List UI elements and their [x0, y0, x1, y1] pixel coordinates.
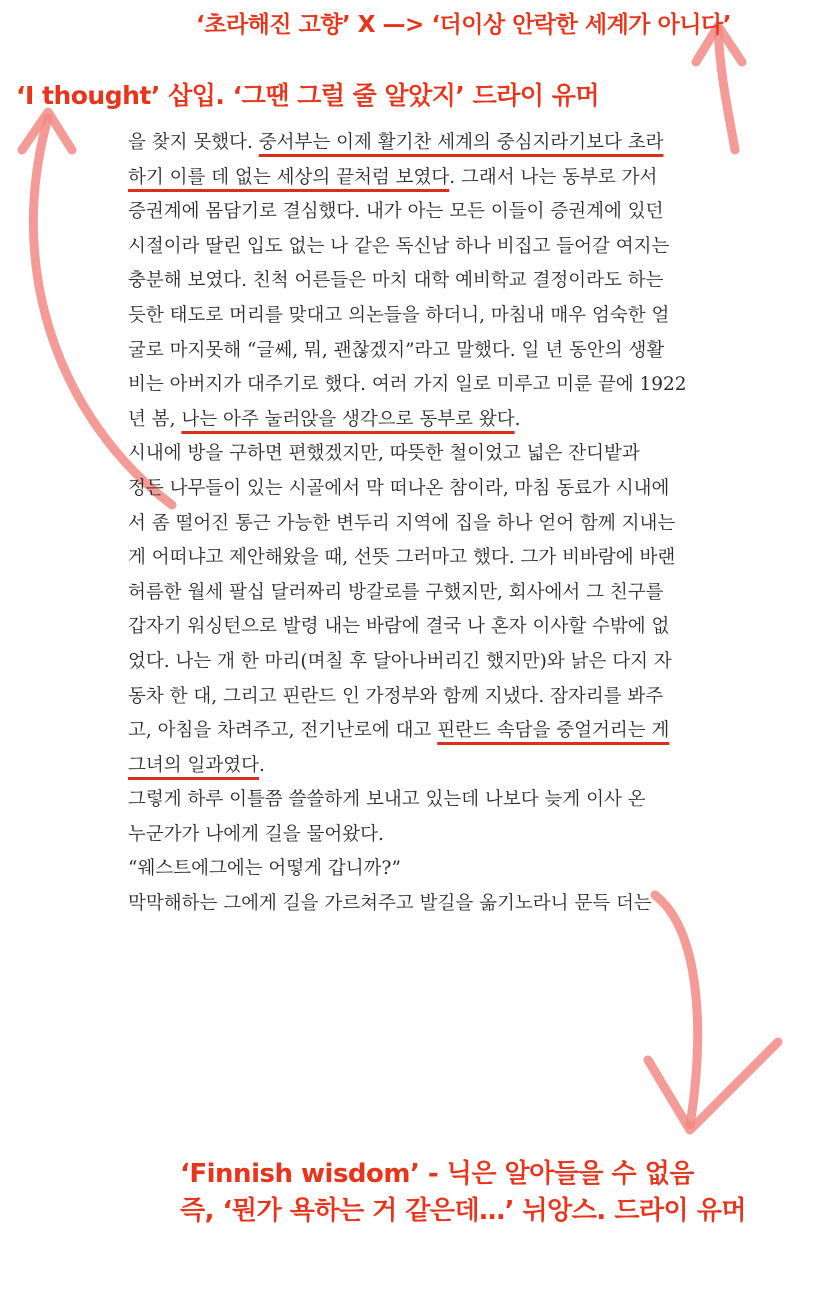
underlined-text: 그녀의 일과였다: [128, 754, 259, 776]
annotation-bottom-1: ‘Finnish wisdom’ - 닉은 알아들을 수 없음: [180, 1159, 694, 1189]
text-line: [128, 161, 744, 196]
arrowhead-left: [22, 112, 72, 150]
text-line: 그렇게 하루 이틀쯤 쓸쓸하게 보내고 있는데 나보다 늦게 이사 온: [128, 789, 646, 811]
text-line: [128, 126, 744, 161]
text-line: [128, 403, 744, 438]
arrow-down-right: [655, 895, 698, 1125]
text-line: 듯한 태도로 머리를 맞대고 의논들을 하더니, 마침내 매우 엄숙한 얼: [128, 304, 670, 326]
text-line: 시내에 방을 구하면 편했겠지만, 따뜻한 철이었고 넓은 잔디밭과: [128, 443, 640, 465]
text-line: 서 좀 떨어진 통근 가능한 변두리 지역에 집을 하나 얻어 함께 지내는: [128, 512, 676, 534]
text-span: 년 봄,: [128, 408, 182, 430]
arrowhead-down: [648, 1042, 778, 1130]
text-span: .: [258, 754, 265, 776]
text-line: 시절이라 딸린 입도 없는 나 같은 독신남 하나 비집고 들어갈 여지는: [128, 235, 670, 257]
text-span: .: [514, 408, 521, 430]
annotation-middle: ‘I thought’ 삽입. ‘그땐 그럴 줄 알았지’ 드라이 유머: [16, 81, 600, 110]
text-line: “웨스트에그에는 어떻게 갑니까?”: [128, 858, 401, 880]
annotation-top: ‘초라해진 고향’ X —> ‘더이상 안락한 세계가 아니다’: [196, 12, 731, 38]
text-line: 막막해하는 그에게 길을 가르쳐주고 발길을 옮기노라니 문득 더는: [128, 893, 652, 915]
text-span: 고, 아침을 차려주고, 전기난로에 대고: [128, 720, 438, 742]
underlined-text: 중서부는 이제 활기찬 세계의 중심지라기보다 초라: [258, 132, 664, 153]
text-line: [128, 714, 744, 749]
text-line: 비는 아버지가 대주기로 했다. 여러 가지 일로 미루고 미룬 끝에 1922: [128, 374, 687, 396]
text-span: 을 찾지 못했다.: [128, 132, 259, 153]
book-text: [128, 126, 744, 922]
underlined-text: 핀란드 속담을 중얼거리는 게: [437, 720, 670, 742]
text-line: 허름한 월세 팔십 달러짜리 방갈로를 구했지만, 회사에서 그 친구를: [128, 581, 664, 603]
text-line: 갑자기 워싱턴으로 발령 내는 바람에 결국 나 혼자 이사할 수밖에 없: [128, 616, 670, 638]
text-line: 게 어떠냐고 제안해왔을 때, 선뜻 그러마고 했다. 그가 비바람에 바랜: [128, 547, 676, 569]
text-span: . 그래서 나는 동부로 가서: [449, 166, 658, 188]
annotation-bottom-2: 즉, ‘뭔가 욕하는 거 같은데…’ 뉘앙스. 드라이 유머: [180, 1196, 746, 1226]
text-line: 정든 나무들이 있는 시골에서 막 떠나온 참이라, 마침 동료가 시내에: [128, 477, 670, 499]
text-line: 굴로 마지못해 “글쎄, 뭐, 괜찮겠지”라고 말했다. 일 년 동안의 생활: [128, 339, 665, 361]
text-line: 충분해 보였다. 친척 어른들은 마치 대학 예비학교 결정이라도 하는: [128, 270, 664, 292]
text-line: 증권계에 몸담기로 결심했다. 내가 아는 모든 이들이 증권계에 있던: [128, 201, 664, 223]
text-line: 동차 한 대, 그리고 핀란드 인 가정부와 함께 지냈다. 잠자리를 봐주: [128, 685, 664, 707]
underlined-text: 나는 아주 눌러앉을 생각으로 동부로 왔다: [181, 408, 515, 430]
text-line: [128, 749, 744, 784]
text-line: 었다. 나는 개 한 마리(며칠 후 달아나버리긴 했지만)와 낡은 다지 자: [128, 650, 672, 672]
underlined-text: 하기 이를 데 없는 세상의 끝처럼 보였다: [128, 166, 450, 188]
text-line: 누군가가 나에게 길을 물어왔다.: [128, 823, 384, 845]
